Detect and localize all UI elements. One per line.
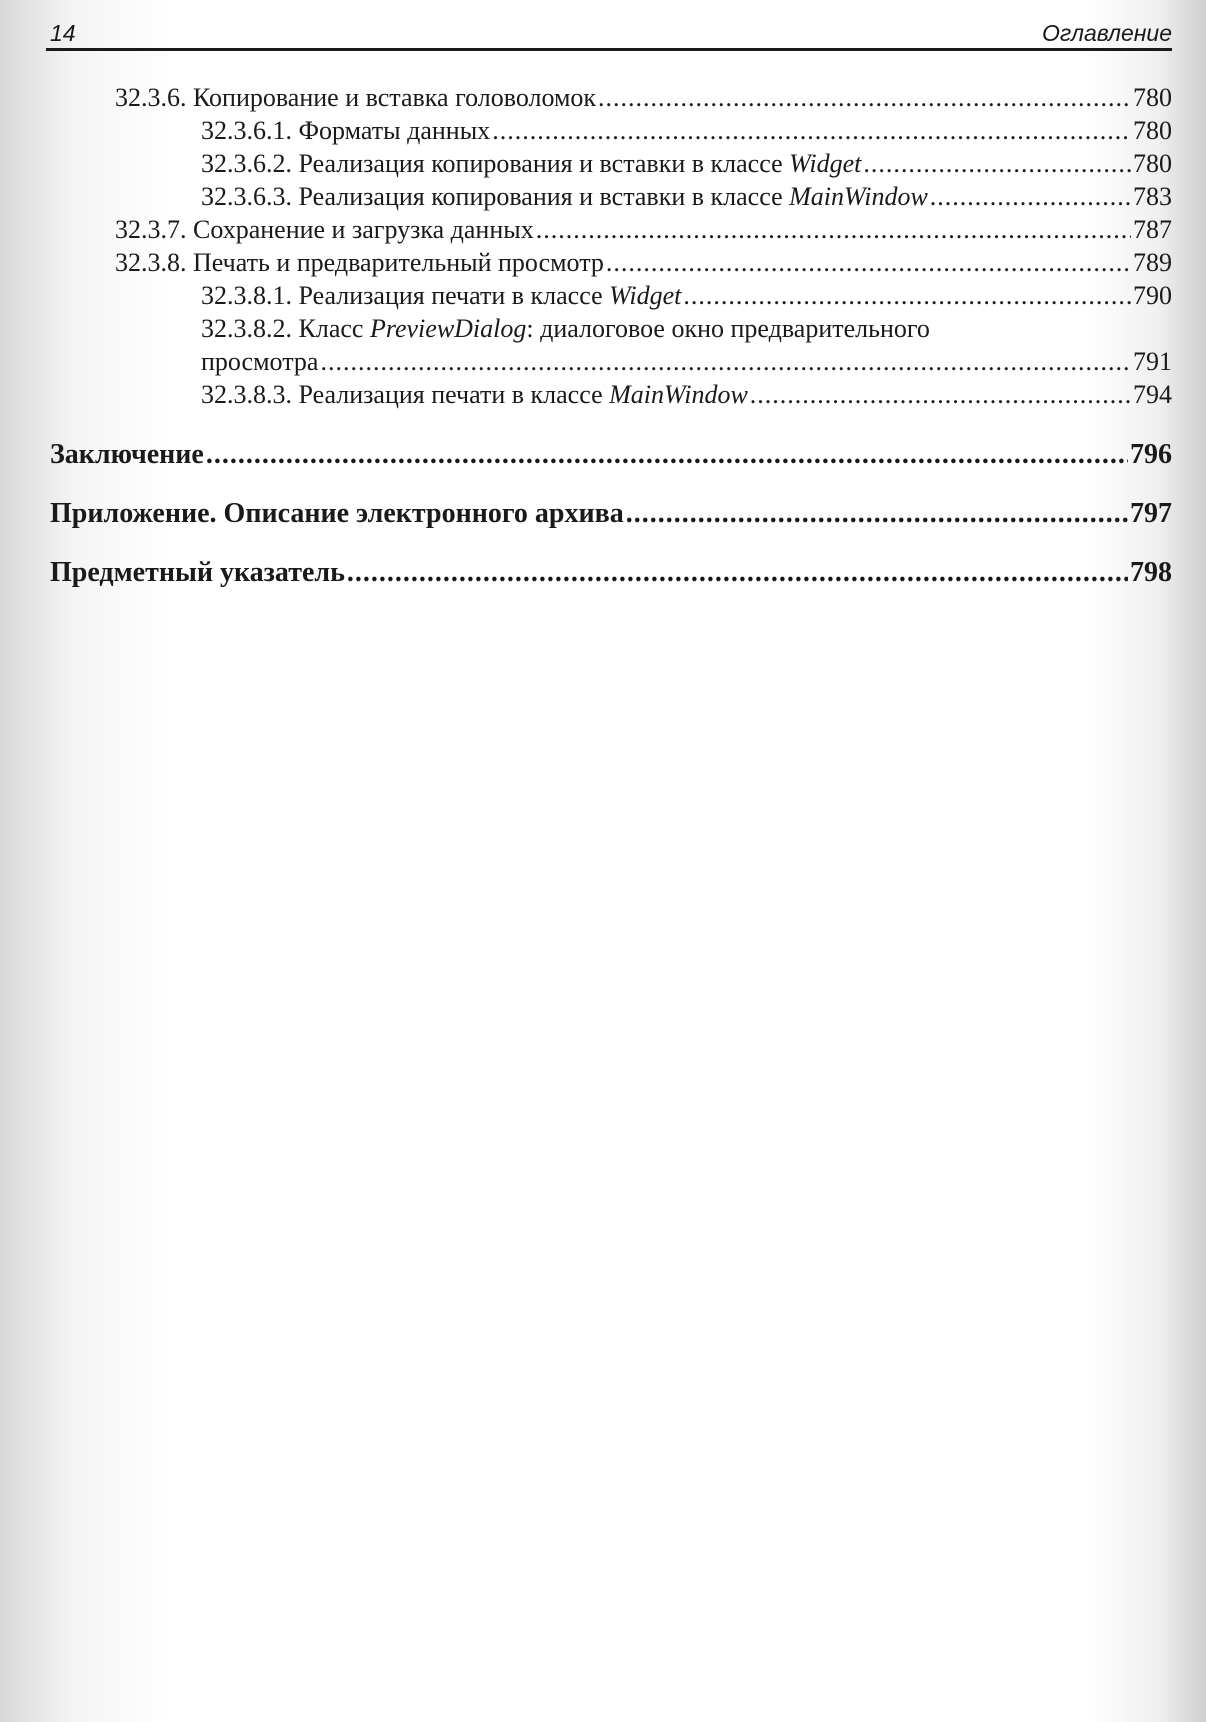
toc-chapter [50,498,1172,530]
toc-entry [201,380,1172,410]
running-header [46,18,1172,51]
toc-page-number: 798 [1130,557,1172,588]
dot-leader [320,347,1131,377]
toc-entry-title: Класс [298,314,364,343]
running-title: Оглавление [1042,20,1172,46]
toc-page-number: 797 [1130,498,1172,529]
toc-entry-number: 32.3.6.2. [201,149,292,178]
toc-entry-first-line [201,314,930,344]
dot-leader [863,149,1131,179]
toc-entry-title: Копирование и вставка головоломок [193,83,597,112]
dot-leader [626,498,1128,530]
class-name: Widget [789,149,862,178]
toc-page-number: 780 [1133,83,1172,112]
dot-leader [683,281,1131,311]
dot-leader [206,439,1128,471]
toc-entry [201,347,1172,377]
toc-page-number: 796 [1130,439,1172,470]
toc-entry-number: 32.3.8.1. [201,281,292,310]
toc-entry-title-rest: : диалоговое окно предварительного [526,314,930,343]
toc-entry-title: Реализация печати в классе [298,281,603,310]
toc-entry-number: 32.3.6.1. [201,116,292,145]
toc-entry-number: 32.3.8.3. [201,380,292,409]
toc-chapter-title: Предметный указатель [50,557,345,588]
toc-entry-continuation: просмотра [201,347,319,376]
toc-page-number: 780 [1133,116,1172,145]
toc-entry [115,215,1172,245]
toc-entry-title: Форматы данных [298,116,491,145]
toc-entry [201,182,1172,212]
class-name: MainWindow [609,380,748,409]
toc-chapter [50,439,1172,471]
toc-entry [115,83,1172,113]
class-name: MainWindow [789,182,928,211]
dot-leader [606,248,1131,278]
dot-leader [536,215,1131,245]
class-name: PreviewDialog [369,314,527,343]
toc-entry [201,116,1172,146]
dot-leader [750,380,1131,410]
toc-entry-title: Реализация копирования и вставки в классе [298,182,783,211]
toc-entry-number: 32.3.6. [115,83,187,112]
toc-entry-title: Сохранение и загрузка данных [193,215,534,244]
toc-chapter-title: Приложение. Описание электронного архива [50,498,624,529]
toc-page-number: 791 [1133,347,1172,376]
class-name: Widget [609,281,682,310]
page-number: 14 [50,20,76,46]
toc-entry [201,281,1172,311]
toc-chapter-title: Заключение [50,439,204,470]
toc-entry-title: Печать и предварительный просмотр [193,248,604,277]
toc-page-number: 783 [1133,182,1172,211]
dot-leader [930,182,1131,212]
toc-page-number: 780 [1133,149,1172,178]
dot-leader [347,557,1128,589]
toc-entry-number: 32.3.7. [115,215,187,244]
toc-page-number: 794 [1133,380,1172,409]
toc-page-number: 787 [1133,215,1172,244]
toc-page-number: 789 [1133,248,1172,277]
dot-leader [492,116,1131,146]
toc-entry-number: 32.3.8.2. [201,314,292,343]
toc-entry [201,149,1172,179]
toc-entry-title: Реализация печати в классе [298,380,603,409]
toc-entry-title: Реализация копирования и вставки в классе [298,149,783,178]
dot-leader [598,83,1131,113]
toc-page-number: 790 [1133,281,1172,310]
toc-entry [115,248,1172,278]
toc-chapter [50,557,1172,589]
toc-entry-number: 32.3.8. [115,248,187,277]
toc-entry-number: 32.3.6.3. [201,182,292,211]
